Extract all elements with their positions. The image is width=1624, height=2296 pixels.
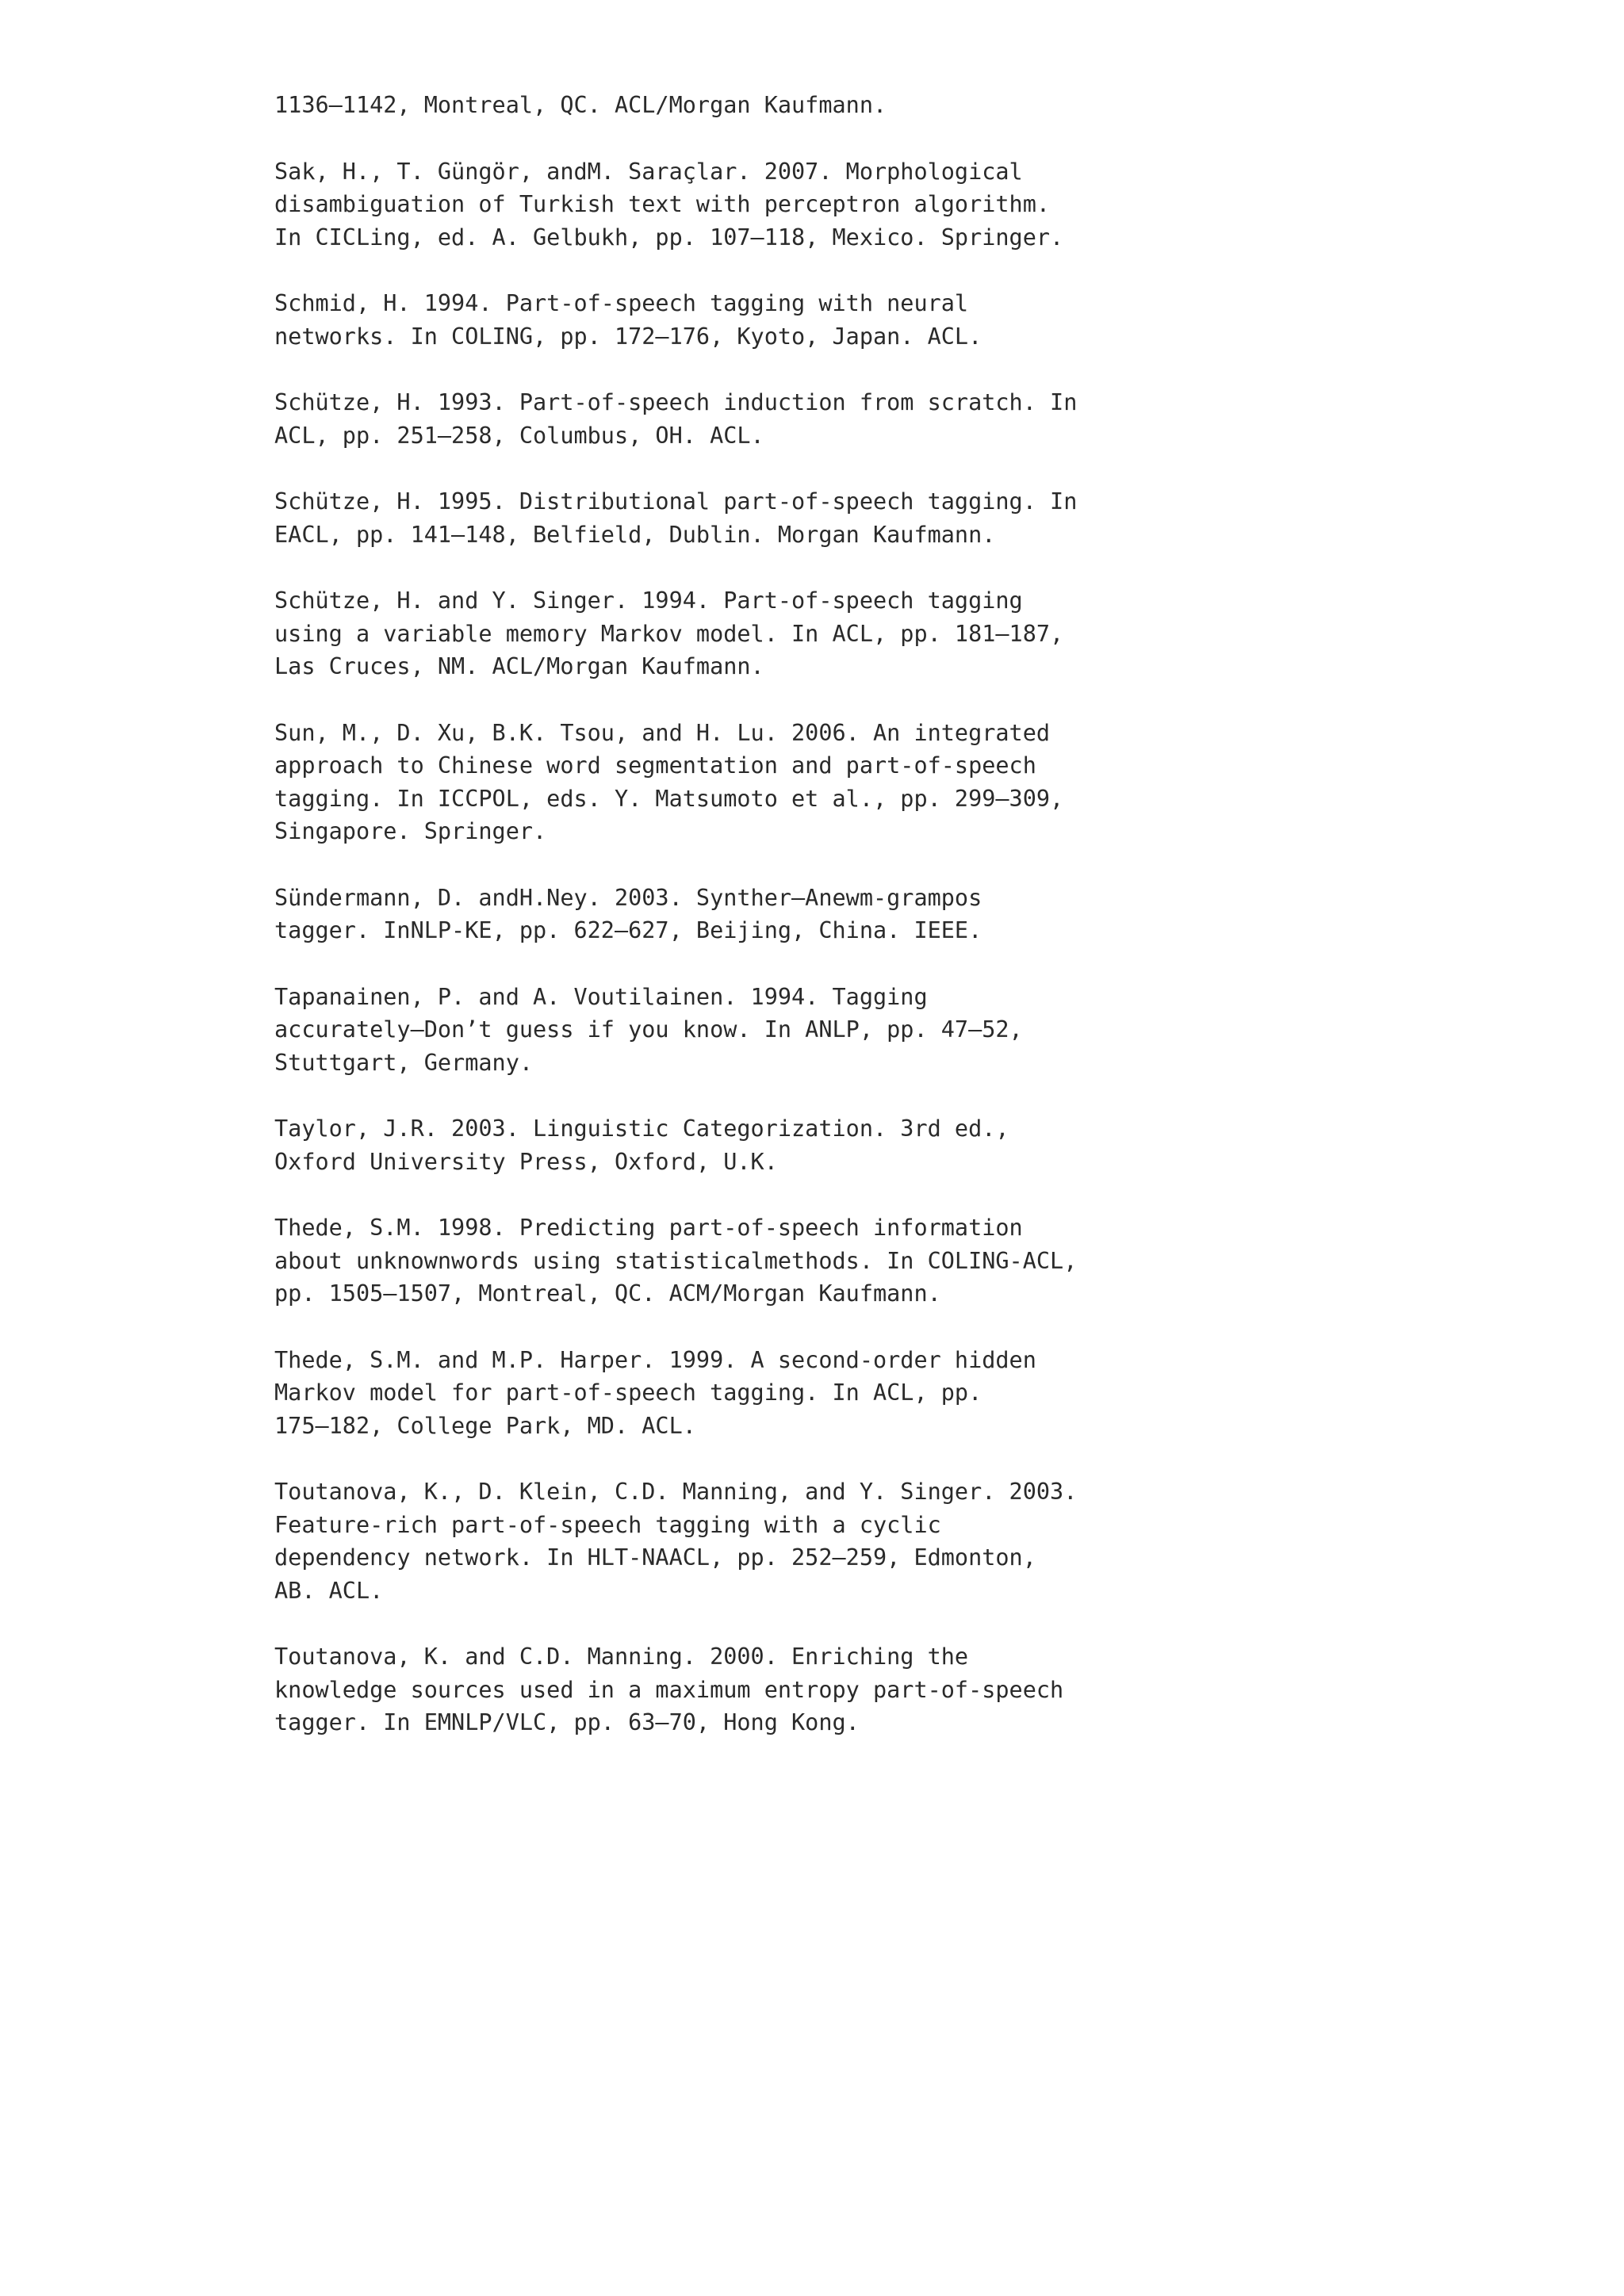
reference-line: approach to Chinese word segmentation and part-of-speech: [274, 752, 1036, 779]
reference-line: 1136–1142, Montreal, QC. ACL/Morgan Kaufmann.: [274, 92, 887, 118]
reference-entry: [274, 386, 1464, 452]
reference-line: Tapanainen, P. and A. Voutilainen. 1994. Tagging: [274, 983, 928, 1010]
reference-line: ACL, pp. 251–258, Columbus, OH. ACL.: [274, 422, 764, 449]
reference-line: EACL, pp. 141–148, Belfield, Dublin. Morgan Kaufmann.: [274, 521, 996, 548]
reference-line: networks. In COLING, pp. 172–176, Kyoto, Japan. ACL.: [274, 323, 982, 350]
reference-line: Oxford University Press, Oxford, U.K.: [274, 1148, 778, 1175]
reference-line: Sun, M., D. Xu, B.K. Tsou, and H. Lu. 2006. An integrated: [274, 719, 1051, 746]
reference-entry: [274, 1211, 1464, 1311]
reference-line: Singapore. Springer.: [274, 818, 547, 844]
reference-line: dependency network. In HLT-NAACL, pp. 252–259, Edmonton,: [274, 1544, 1036, 1571]
reference-line: Schütze, H. and Y. Singer. 1994. Part-of-speech tagging: [274, 587, 1023, 614]
reference-line: pp. 1505–1507, Montreal, QC. ACM/Morgan Kaufmann.: [274, 1280, 941, 1307]
reference-line: accurately—Don’t guess if you know. In ANLP, pp. 47–52,: [274, 1016, 1023, 1043]
reference-line: tagger. InNLP-KE, pp. 622–627, Beijing, China. IEEE.: [274, 917, 982, 943]
reference-entry: [274, 155, 1464, 254]
reference-line: disambiguation of Turkish text with perceptron algorithm.: [274, 191, 1051, 217]
reference-line: Sak, H., T. Güngör, andM. Saraçlar. 2007. Morphological: [274, 158, 1023, 185]
reference-line: Toutanova, K. and C.D. Manning. 2000. Enriching the: [274, 1644, 969, 1670]
reference-line: Stuttgart, Germany.: [274, 1049, 534, 1076]
reference-line: Thede, S.M. 1998. Predicting part-of-speech information: [274, 1215, 1023, 1241]
reference-line: Feature-rich part-of-speech tagging with a cyclic: [274, 1511, 941, 1538]
reference-entry: [274, 89, 1464, 122]
reference-list: [274, 89, 1464, 1773]
reference-line: Schmid, H. 1994. Part-of-speech tagging with neural: [274, 290, 969, 316]
reference-line: using a variable memory Markov model. In ACL, pp. 181–187,: [274, 620, 1064, 647]
reference-line: In CICLing, ed. A. Gelbukh, pp. 107–118, Mexico. Springer.: [274, 224, 1064, 251]
reference-entry: [274, 287, 1464, 353]
reference-line: Toutanova, K., D. Klein, C.D. Manning, and Y. Singer. 2003.: [274, 1479, 1078, 1505]
reference-line: Thede, S.M. and M.P. Harper. 1999. A second-order hidden: [274, 1346, 1036, 1373]
reference-line: AB. ACL.: [274, 1577, 384, 1604]
reference-line: tagging. In ICCPOL, eds. Y. Matsumoto et al., pp. 299–309,: [274, 785, 1064, 812]
reference-line: Sündermann, D. andH.Ney. 2003. Synther—Anewm-grampos: [274, 884, 982, 911]
reference-line: Taylor, J.R. 2003. Linguistic Categorization. 3rd ed.,: [274, 1115, 1009, 1142]
reference-line: tagger. In EMNLP/VLC, pp. 63–70, Hong Kong.: [274, 1709, 860, 1735]
reference-entry: [274, 717, 1464, 848]
reference-line: Schütze, H. 1995. Distributional part-of-speech tagging. In: [274, 488, 1078, 515]
reference-entry: [274, 1344, 1464, 1443]
reference-entry: [274, 1112, 1464, 1178]
reference-entry: [274, 1640, 1464, 1739]
reference-line: 175–182, College Park, MD. ACL.: [274, 1412, 696, 1439]
reference-line: about unknownwords using statisticalmethods. In COLING-ACL,: [274, 1247, 1078, 1274]
reference-line: Las Cruces, NM. ACL/Morgan Kaufmann.: [274, 653, 764, 679]
reference-entry: [274, 981, 1464, 1080]
reference-entry: [274, 584, 1464, 683]
reference-line: Markov model for part-of-speech tagging. In ACL, pp.: [274, 1380, 982, 1406]
reference-line: knowledge sources used in a maximum entropy part-of-speech: [274, 1676, 1064, 1703]
reference-entry: [274, 882, 1464, 947]
reference-entry: [274, 485, 1464, 551]
reference-line: Schütze, H. 1993. Part-of-speech induction from scratch. In: [274, 389, 1078, 415]
reference-entry: [274, 1475, 1464, 1607]
